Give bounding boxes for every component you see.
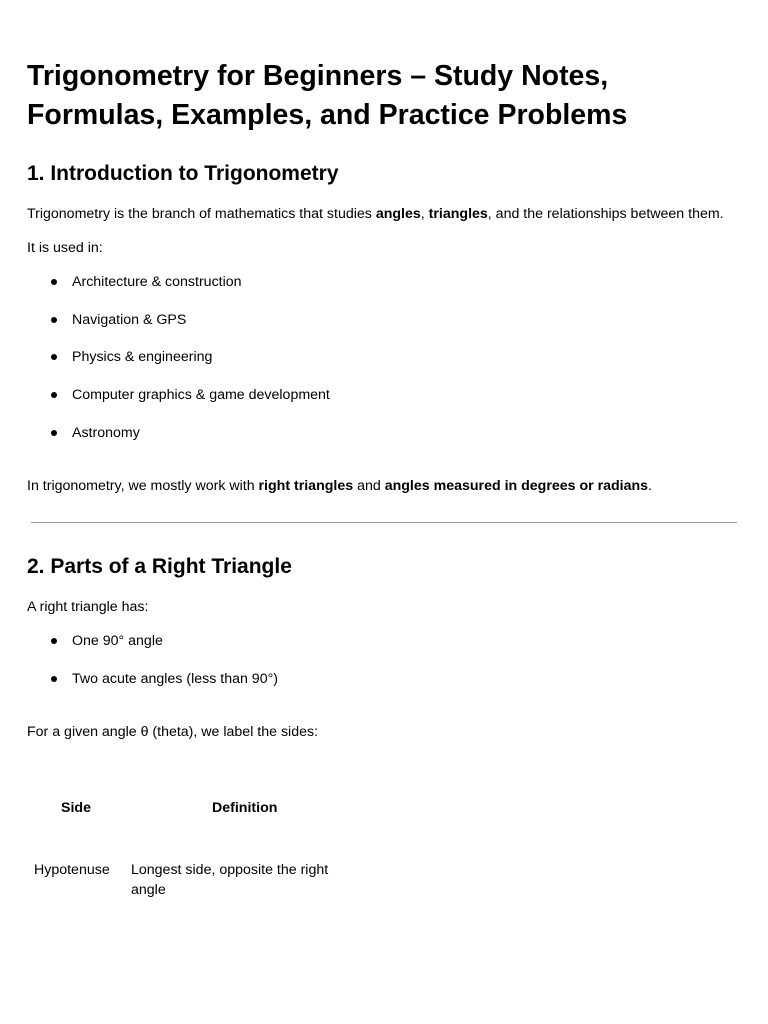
intro-text-3: , and the relationships between them. (487, 206, 724, 222)
bullet-icon (51, 676, 57, 682)
list-item-label: Astronomy (72, 425, 140, 441)
intro-bold-angles: angles (375, 206, 421, 222)
intro-text-2: , (420, 206, 429, 222)
bullet-icon (51, 354, 57, 360)
closing-text-3: . (648, 478, 653, 494)
bullet-icon (51, 392, 57, 398)
list-item-label: Architecture & construction (72, 274, 242, 290)
bullet-icon (51, 279, 57, 285)
table-cell-definition: Longest side, opposite the right angle (131, 862, 329, 898)
closing-text-2: and (353, 478, 385, 494)
intro-bold-triangles: triangles (428, 206, 488, 222)
closing-bold-right-triangles: right triangles (258, 478, 354, 494)
closing-paragraph (27, 477, 652, 495)
table-cell-side: Hypotenuse (34, 862, 110, 878)
intro-paragraph (27, 205, 724, 223)
label-sides-intro: For a given angle θ (theta), we label the sides: (27, 724, 319, 740)
list-item-label: Physics & engineering (72, 349, 213, 365)
table-header-definition: Definition (212, 800, 278, 816)
section-1-heading: 1. Introduction to Trigonometry (27, 162, 339, 185)
closing-text-1: In trigonometry, we mostly work with (27, 478, 259, 494)
section-divider (31, 522, 737, 523)
right-triangle-has-label: A right triangle has: (27, 599, 149, 615)
document-title: Trigonometry for Beginners – Study Notes, Formulas, Examples, and Practice Problems (27, 60, 628, 131)
list-item-label: Two acute angles (less than 90°) (72, 671, 278, 687)
bullet-icon (51, 317, 57, 323)
list-item-label: Computer graphics & game development (72, 387, 330, 403)
section-2-heading: 2. Parts of a Right Triangle (27, 555, 292, 578)
list-item-label: One 90° angle (72, 633, 163, 649)
closing-bold-angles-measured: angles measured in degrees or radians (384, 478, 649, 494)
bullet-icon (51, 638, 57, 644)
bullet-icon (51, 430, 57, 436)
intro-text-1: Trigonometry is the branch of mathematics that studies (27, 206, 376, 222)
used-in-label: It is used in: (27, 240, 103, 256)
list-item-label: Navigation & GPS (72, 312, 187, 328)
table-header-side: Side (61, 800, 91, 816)
